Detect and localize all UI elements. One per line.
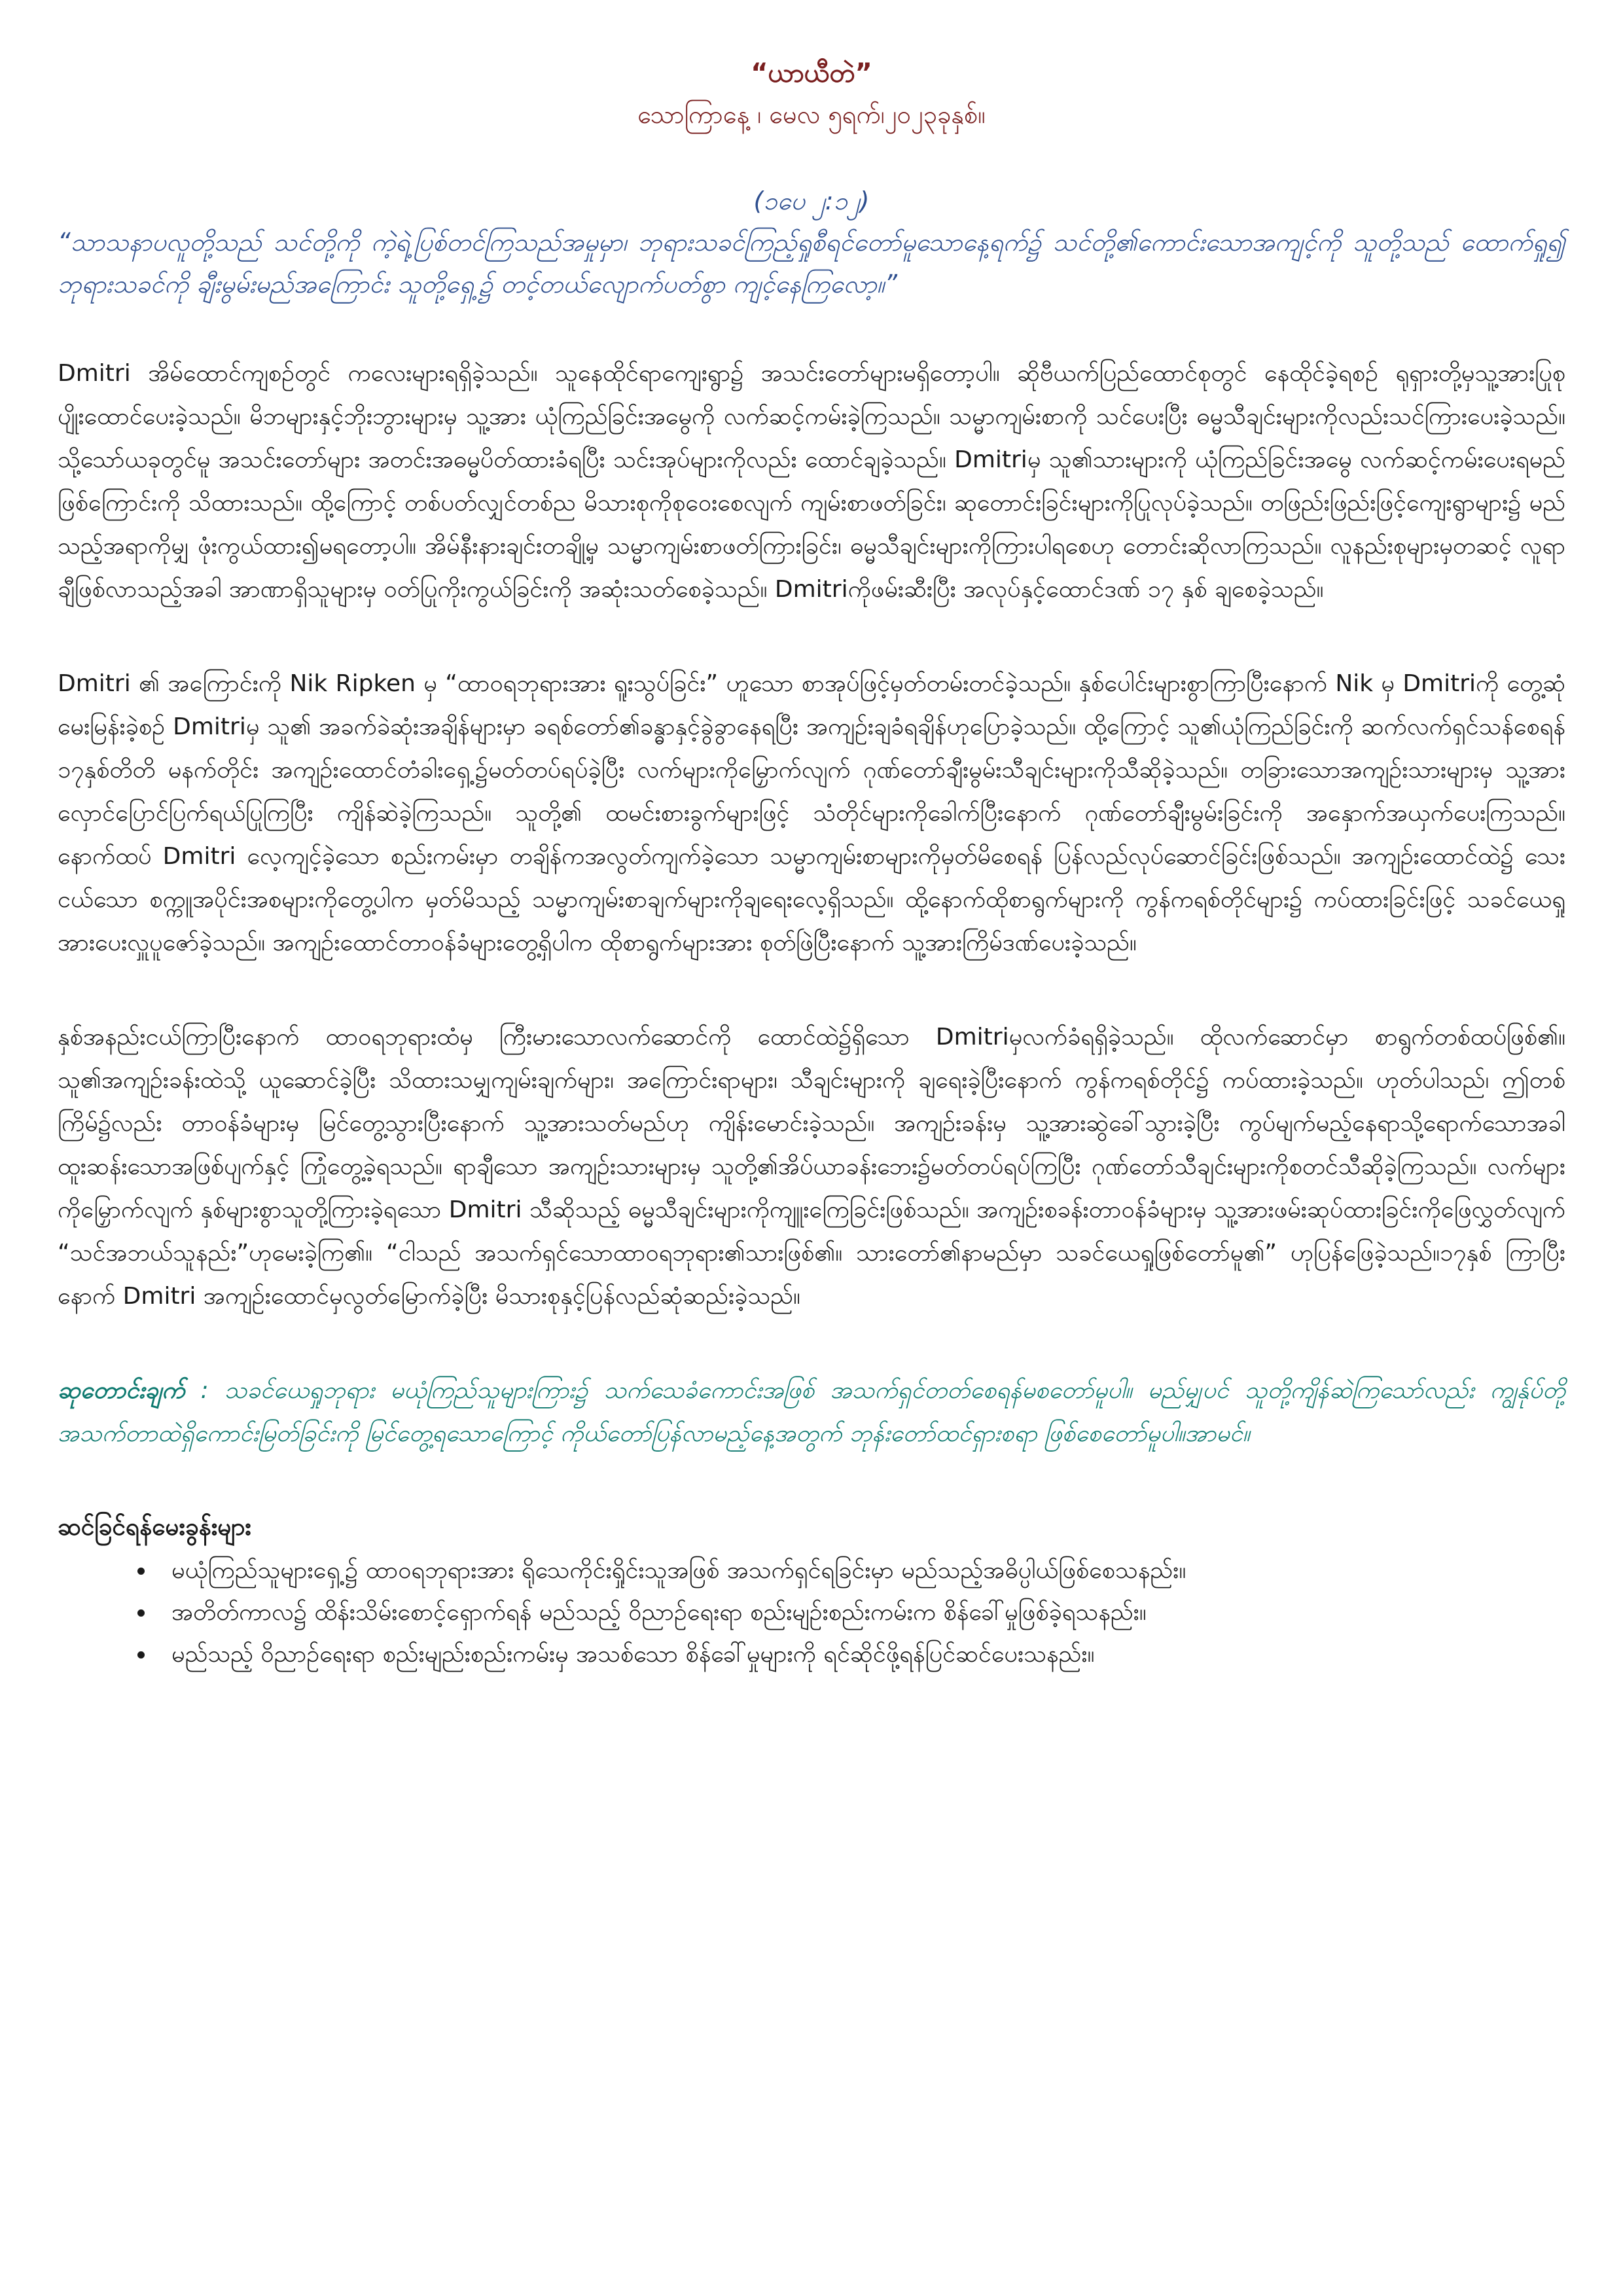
scripture-reference: (၁ပေ ၂:၁၂) [753, 187, 870, 215]
body-paragraph-3: နှစ်အနည်းငယ်ကြာပြီးနောက် ထာဝရဘုရားထံမှ ကြီးမားသောလက်ဆောင်ကို ထောင်ထဲ၌ရှိသော Dmitriမှလက်ခံရရှိခဲ့သည်။ ထိုလက်ဆောင်မှာ စာရွက်တစ်ထပ်ဖြစ်၏။ သူ၏အကျဉ်းခန်းထဲသို့ ယူဆောင်ခဲ့ပြီး သိထားသမျှကျမ်းချက်များ၊ အကြောင်းရာများ၊ သီချင်းများကို ချရေးခဲ့ပြီးနောက် ကွန်ကရစ်တိုင်၌ ကပ်ထားခဲ့သည်။ ဟုတ်ပါသည်၊ ဤတစ်ကြိမ်၌လည်း တာဝန်ခံများမှ မြင်တွေ့သွားပြီးနောက် သူ့အားသတ်မည်ဟု ကျိန်းမောင်းခဲ့သည်။ အကျဉ်းခန်းမှ သူ့အားဆွဲခေါ်သွားခဲ့ပြီး ကွပ်မျက်မည့်နေရာသို့ရောက်သောအခါ ထူးဆန်းသောအဖြစ်ပျက်နှင့် ကြုံတွေ့ခဲ့ရသည်။ ရာချီသော အကျဉ်းသားများမှ သူတို့၏အိပ်ယာခန်းဘေး၌မတ်တပ်ရပ်ကြပြီး ဂုဏ်တော်သီချင်းများကိုစတင်သီဆိုခဲ့ကြသည်။ လက်များကိုမြှောက်လျက် နှစ်များစွာသူတို့ကြားခဲ့ရသော Dmitri သီဆိုသည့် ဓမ္မသီချင်းများကိုကျူးကြေခြင်းဖြစ်သည်။ အကျဉ်းစခန်းတာဝန်ခံများမှ သူ့အားဖမ်းဆုပ်ထားခြင်းကိုဖြေလွှတ်လျက် “သင်အဘယ်သူနည်း”ဟုမေးခဲ့ကြ၏။ “ငါသည် အသက်ရှင်သောထာဝရဘုရား၏သားဖြစ်၏။ သားတော်၏နာမည်မှာ သခင်ယေရှုဖြစ်တော်မူ၏” ဟုပြန်ဖြေခဲ့သည်။၁၇နှစ် ကြာပြီးနောက် Dmitri အကျဉ်းထောင်မှလွတ်မြောက်ခဲ့ပြီး မိသားစုနှင့်ပြန်လည်ဆုံဆည်းခဲ့သည်။ [58, 1024, 1565, 1310]
question-item-2: • အတိတ်ကာလ၌ ထိန်းသိမ်းစောင့်ရှောက်ရန် မည်သည့် ဝိညာဉ်ရေးရာ စည်းမျဥ်းစည်းကမ်းက စိန်ခေါ်မှုဖြစ်ခဲ့ရသနည်း။ [156, 1592, 1565, 1634]
page-title: “ယာယီတဲ” [751, 58, 872, 88]
questions-heading: ဆင်ခြင်ရန်မေးခွန်းများ [58, 1513, 251, 1541]
scripture-verse: “သာသနာပလူတို့သည် သင်တို့ကို ကဲ့ရဲ့ပြစ်တင်ကြသည်အမှုမှာ၊ ဘုရားသခင်ကြည့်ရှုစီရင်တော်မူသောနေ့ရက်၌ သင်တို့၏ကောင်းသောအကျင့်ကို သူတို့သည် ထောက်ရှု၍ ဘုရားသခင်ကို ချီးမွမ်းမည်အကြောင်း သူတို့ရှေ့၌ တင့်တယ်လျောက်ပတ်စွာ ကျင့်နေကြလော့။” [58, 228, 1565, 298]
question-item-1: • မယုံကြည်သူများရှေ့၌ ထာဝရဘုရားအား ရိုသေကိုင်းရှိုင်းသူအဖြစ် အသက်ရှင်ရခြင်းမှာ မည်သည့်အဓိပ္ပါယ်ဖြစ်စေသနည်း။ [156, 1550, 1565, 1592]
devotional-page [58, 52, 1565, 1676]
question-item-3: • မည်သည့် ဝိညာဉ်ရေးရာ စည်းမျည်းစည်းကမ်းမှ အသစ်သော စိန်ခေါ်မှုများကို ရင်ဆိုင်ဖို့ရန်ပြင်ဆင်ပေးသနည်း။ [156, 1634, 1565, 1676]
prayer-label: ဆုတောင်းချက် [58, 1377, 185, 1404]
page-date: သောကြာနေ့ ၊ မေလ ၅ရက်၊၂၀၂၃ခုနှစ်။ [637, 100, 986, 129]
questions-list [58, 1550, 1565, 1676]
body-paragraph-1: Dmitri အိမ်ထောင်ကျစဉ်တွင် ကလေးများရရှိခဲ့သည်။ သူနေထိုင်ရာကျေးရွာ၌ အသင်းတော်များမရှိတော့ပါ။ ဆိုဗီယက်ပြည်ထောင်စုတွင် နေထိုင်ခဲ့ရစဉ် ရုရှားတို့မှသူ့အားပြုစုပျိုးထောင်ပေးခဲ့သည်။ မိဘများနှင့်ဘိုးဘွားများမှ သူ့အား ယုံကြည်ခြင်းအမွေကို လက်ဆင့်ကမ်းခဲ့ကြသည်။ သမ္မာကျမ်းစာကို သင်ပေးပြီး ဓမ္မသီချင်းများကိုလည်းသင်ကြားပေးခဲ့သည်။ သို့သော်ယခုတွင်မူ အသင်းတော်များ အတင်းအဓမ္မပိတ်ထားခံရပြီး သင်းအုပ်များကိုလည်း ထောင်ချခဲ့သည်။ Dmitriမှ သူ၏သားများကို ယုံကြည်ခြင်းအမွေ လက်ဆင့်ကမ်းပေးရမည်ဖြစ်ကြောင်းကို သိထားသည်။ ထို့ကြောင့် တစ်ပတ်လျှင်တစ်ည မိသားစုကိုစုဝေးစေလျက် ကျမ်းစာဖတ်ခြင်း၊ ဆုတောင်းခြင်းများကိုပြုလုပ်ခဲ့သည်။ တဖြည်းဖြည်းဖြင့်ကျေးရွာများ၌ မည်သည့်အရာကိုမျှ ဖုံးကွယ်ထား၍မရတော့ပါ။ အိမ်နီးနားချင်းတချို့မှ သမ္မာကျမ်းစာဖတ်ကြားခြင်း၊ ဓမ္မသီချင်းများကိုကြားပါရစေဟု တောင်းဆိုလာကြသည်။ လူနည်းစုများမှတဆင့် လူရာချီဖြစ်လာသည့်အခါ အာဏာရှိသူများမှ ဝတ်ပြုကိုးကွယ်ခြင်းကို အဆုံးသတ်စေခဲ့သည်။ Dmitriကိုဖမ်းဆီးပြီး အလုပ်နှင့်ထောင်ဒဏ် ၁၇ နှစ် ချစေခဲ့သည်။ [58, 360, 1565, 603]
prayer-text: : သခင်ယေရှုဘုရား မယုံကြည်သူများကြား၌ သက်သေခံကောင်းအဖြစ် အသက်ရှင်တတ်စေရန်မစတော်မူပါ။ မည်မျှပင် သူတို့ကျိန်ဆဲကြသော်လည်း ကျွန်ုပ်တို့အသက်တာထဲရှိကောင်းမြတ်ခြင်းကို မြင်တွေ့ရသောကြောင့် ကိုယ်တော်ပြန်လာမည့်နေ့အတွက် ဘုန်းတော်ထင်ရှားစရာ ဖြစ်စေတော်မူပါ။အာမင်။ [58, 1377, 1565, 1447]
prayer-section [58, 1369, 1565, 1456]
body-paragraph-2: Dmitri ၏ အကြောင်းကို Nik Ripken မှ “ထာဝရဘုရားအား ရူးသွပ်ခြင်း” ဟူသော စာအုပ်ဖြင့်မှတ်တမ်းတင်ခဲ့သည်။ နှစ်ပေါင်းများစွာကြာပြီးနောက် Nik မှ Dmitriကို တွေ့ဆုံမေးမြန်းခဲ့စဉ် Dmitriမှ သူ၏ အခက်ခဲဆုံးအချိန်များမှာ ခရစ်တော်၏ခန္ဓာနှင့်ခွဲခွာနေရပြီး အကျဉ်းချခံရချိန်ဟုပြောခဲ့သည်။ ထို့ကြောင့် သူ၏ယုံကြည်ခြင်းကို ဆက်လက်ရှင်သန်စေရန် ၁၇နှစ်တိတိ မနက်တိုင်း အကျဉ်းထောင်တံခါးရှေ့၌မတ်တပ်ရပ်ခဲ့ပြီး လက်များကိုမြှောက်လျက် ဂုဏ်တော်ချီးမွမ်းသီချင်းများကိုသီဆိုခဲ့သည်။ တခြားသောအကျဉ်းသားများမှ သူ့အားလှောင်ပြောင်ပြက်ရယ်ပြုကြပြီး ကျိန်ဆဲခဲ့ကြသည်။ သူတို့၏ ထမင်းစားခွက်များဖြင့် သံတိုင်များကိုခေါက်ပြီးနောက် ဂုဏ်တော်ချီးမွမ်းခြင်းကို အနှောက်အယှက်ပေးကြသည်။ နောက်ထပ် Dmitri လေ့ကျင့်ခဲ့သော စည်းကမ်းမှာ တချိန်ကအလွတ်ကျက်ခဲ့သော သမ္မာကျမ်းစာများကိုမှတ်မိစေရန် ပြန်လည်လုပ်ဆောင်ခြင်းဖြစ်သည်။ အကျဉ်းထောင်ထဲ၌ သေးငယ်သော စက္ကူအပိုင်းအစများကိုတွေ့ပါက မှတ်မိသည့် သမ္မာကျမ်းစာချက်များကိုချရေးလေ့ရှိသည်။ ထို့နောက်ထိုစာရွက်များကို ကွန်ကရစ်တိုင်များ၌ ကပ်ထားခြင်းဖြင့် သခင်ယေရှုအားပေးလှူပူဇော်ခဲ့သည်။ အကျဉ်းထောင်တာဝန်ခံများတွေ့ရှိပါက ထိုစာရွက်များအား စုတ်ဖြဲပြီးနောက် သူ့အားကြိမ်ဒဏ်ပေးခဲ့သည်။ [58, 670, 1565, 956]
